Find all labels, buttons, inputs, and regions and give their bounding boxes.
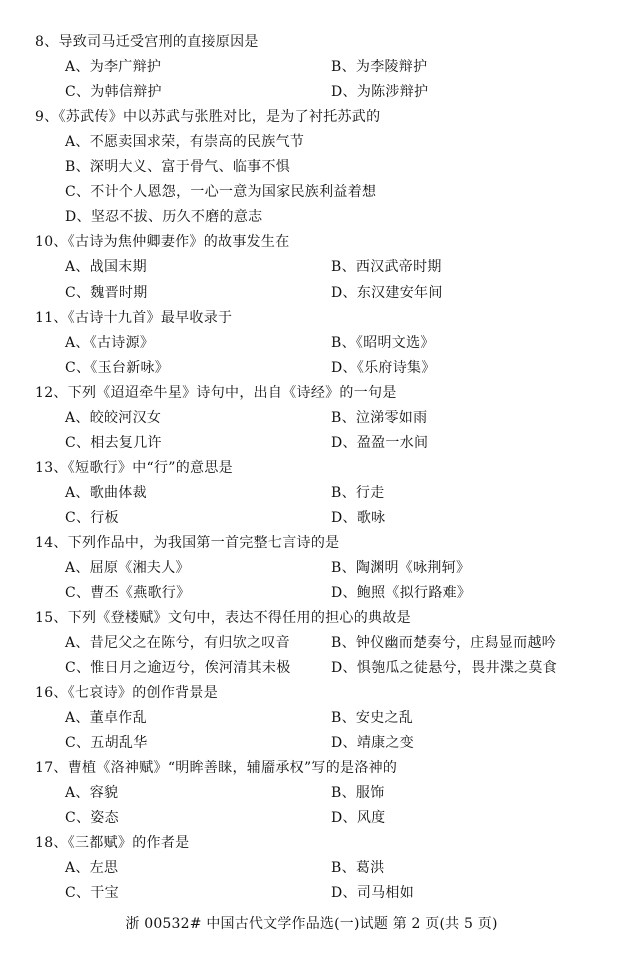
question-18-option-c: C、干宝 [65,885,119,901]
question-8-option-a: A、为李广辩护 [65,59,162,75]
question-9-option-d: D、坚忍不拔、历久不磨的意志 [65,209,263,225]
question-14-stem: 14、下列作品中，为我国第一首完整七言诗的是 [35,535,340,551]
question-10-option-a: A、战国末期 [65,259,147,275]
question-18-option-a: A、左思 [65,860,119,876]
question-16-option-d: D、靖康之变 [331,735,415,751]
question-16-option-b: B、安史之乱 [331,710,414,726]
question-17-stem: 17、曹植《洛神赋》“明眸善睐，辅靥承权”写的是洛神的 [35,760,398,776]
question-13-option-c: C、行板 [65,510,119,526]
question-9-option-b: B、深明大义、富于骨气、临事不惧 [65,159,291,175]
question-18-option-d: D、司马相如 [331,885,415,901]
question-15-option-a: A、昔尼父之在陈兮，有归欤之叹音 [65,635,290,651]
question-15-option-d: D、惧匏瓜之徒悬兮，畏井渫之莫食 [331,660,558,676]
question-12-stem: 12、下列《迢迢牵牛星》诗句中，出自《诗经》的一句是 [35,385,397,401]
question-15-option-c: C、惟日月之逾迈兮，俟河清其未极 [65,660,291,676]
question-13-option-d: D、歌咏 [331,510,386,526]
question-10-option-c: C、魏晋时期 [65,285,148,301]
question-14-option-a: A、屈原《湘夫人》 [65,560,190,576]
question-14-option-c: C、曹丕《燕歌行》 [65,585,191,601]
question-8-option-b: B、为李陵辩护 [331,59,428,75]
question-9-option-a: A、不愿卖国求荣，有崇高的民族气节 [65,134,305,150]
question-17-option-b: B、服饰 [331,785,385,801]
question-16-option-c: C、五胡乱华 [65,735,148,751]
question-11-option-b: B、《昭明文选》 [331,335,435,351]
question-9-stem: 9、《苏武传》中以苏武与张胜对比，是为了衬托苏武的 [35,109,381,125]
question-14-option-d: D、鲍照《拟行路难》 [331,585,472,601]
question-14-option-b: B、陶渊明《咏荆轲》 [331,560,471,576]
question-11-stem: 11、《古诗十九首》最早收录于 [35,310,233,326]
question-17-option-c: C、姿态 [65,810,119,826]
question-13-option-a: A、歌曲体裁 [65,485,147,501]
question-11-option-d: D、《乐府诗集》 [331,360,436,376]
question-17-option-d: D、风度 [331,810,386,826]
question-15-stem: 15、下列《登楼赋》文句中，表达不得任用的担心的典故是 [35,610,411,626]
question-8-option-c: C、为韩信辩护 [65,84,162,100]
question-11-option-c: C、《玉台新咏》 [65,360,170,376]
question-8-stem: 8、导致司马迁受宫刑的直接原因是 [35,34,259,50]
question-15-option-b: B、钟仪幽而楚奏兮，庄舄显而越吟 [331,635,557,651]
question-10-option-d: D、东汉建安年间 [331,285,443,301]
question-18-option-b: B、葛洪 [331,860,385,876]
question-18-stem: 18、《三都赋》的作者是 [35,835,190,851]
question-16-option-a: A、董卓作乱 [65,710,147,726]
question-13-stem: 13、《短歌行》中“行”的意思是 [35,460,233,476]
question-16-stem: 16、《七哀诗》的创作背景是 [35,685,219,701]
question-9-option-c: C、不计个人恩怨，一心一意为国家民族利益着想 [65,184,377,200]
question-17-option-a: A、容貌 [65,785,119,801]
question-10-stem: 10、《古诗为焦仲卿妻作》的故事发生在 [35,234,290,250]
question-13-option-b: B、行走 [331,485,385,501]
question-12-option-a: A、皎皎河汉女 [65,410,162,426]
question-12-option-b: B、泣涕零如雨 [331,410,428,426]
page-footer: 浙 00532# 中国古代文学作品选(一)试题 第 2 页(共 5 页) [125,916,498,932]
question-10-option-b: B、西汉武帝时期 [331,259,442,275]
question-11-option-a: A、《古诗源》 [65,335,155,351]
question-8-option-d: D、为陈涉辩护 [331,84,429,100]
question-12-option-c: C、相去复几许 [65,435,162,451]
question-12-option-d: D、盈盈一水间 [331,435,429,451]
